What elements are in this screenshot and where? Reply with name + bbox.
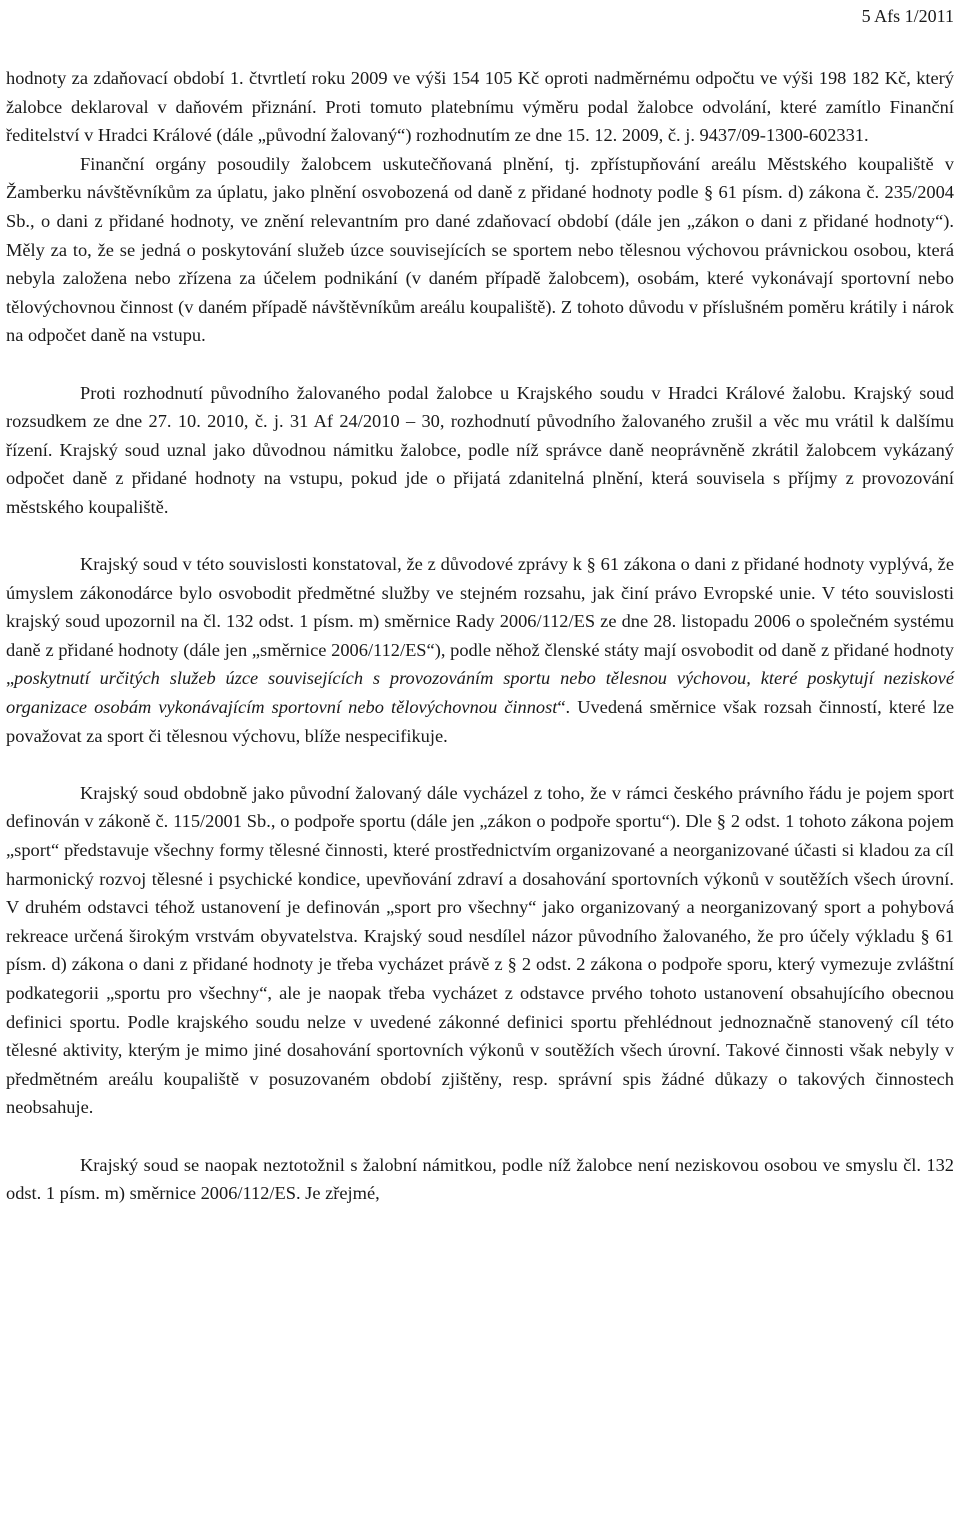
paragraph-4: [6, 550, 954, 750]
document-body: [6, 64, 954, 1208]
paragraph-3: Proti rozhodnutí původního žalovaného podal žalobce u Krajského soudu v Hradci Králové žalobu. Krajský soud rozsudkem ze dne 27. 10. 2010, č. j. 31 Af 24/2010 – 30, rozhodnutí původního žalovaného zrušil a věc mu vrátil k dalšímu řízení. Krajský soud uznal jako důvodnou námitku žalobce, podle níž správce daně neoprávněně zkrátil žalobcem vykázaný odpočet daně z přidané hodnoty na vstupu, pokud jde o přijatá zdanitelná plnění, která souvisela s příjmy z provozování městského koupaliště.: [6, 382, 954, 517]
paragraph-4-text-before: Krajský soud v této souvislosti konstatoval, že z důvodové zprávy k § 61 zákona o dani z přidané hodnoty vyplývá, že úmyslem zákonodárce bylo osvobodit předmětné služby ve stejném rozsahu, jak činí právo Evropské unie. V této souvislosti krajský soud upozornil na čl. 132 odst. 1 písm. m) směrnice Rady 2006/112/ES ze dne 28. listopadu 2006 o společném systému daně z přidané hodnoty (dále jen „směrnice 2006/112/ES“), podle něhož členské státy mají osvobodit od daně z přidané hodnoty „: [6, 554, 954, 689]
paragraph-2: Finanční orgány posoudily žalobcem uskutečňovaná plnění, tj. zpřístupňování areálu Městského koupaliště v Žamberku návštěvníkům za úplatu, jako plnění osvobozená od daně z přidané hodnoty podle § 61 písm. d) zákona č. 235/2004 Sb., o dani z přidané hodnoty, ve znění relevantním pro dané zdaňovací období (dále jen „zákon o dani z přidané hodnoty“). Měly za to, že se jedná o poskytování služeb úzce souvisejících se sportem nebo tělesnou výchovou právnickou osobou, která nebyla založena nebo zřízena za účelem podnikání (v daném případě žalobcem), osobám, které vykonávají sportovní nebo tělovýchovnou činnost (v daném případě návštěvníkům areálu koupaliště). Z tohoto důvodu v příslušném poměru krátily i nárok na odpočet daně na vstupu.: [6, 153, 954, 346]
paragraph-1: hodnoty za zdaňovací období 1. čtvrtletí roku 2009 ve výši 154 105 Kč oproti nadměrnému odpočtu ve výši 198 182 Kč, který žalobce deklaroval v daňovém přiznání. Proti tomuto platebnímu výměru podal žalobce odvolání, které zamítlo Finanční ředitelství v Hradci Králové (dále „původní žalovaný“) rozhodnutím ze dne 15. 12. 2009, č. j. 9437/09-1300-602331.: [6, 68, 954, 146]
case-number: 5 Afs 1/2011: [861, 6, 954, 26]
directive-quote: poskytnutí určitých služeb úzce souvisejících s provozováním sportu nebo tělesnou výchovou, které poskytují neziskové organizace osobám vykonávajícím sportovní nebo tělovýchovnou činnost: [6, 668, 954, 718]
paragraph-4-text-after: “. Uvedená směrnice však rozsah činností, které lze považovat za sport či tělesnou výchovu, blíže nespecifikuje.: [6, 697, 955, 746]
paragraph-5: Krajský soud obdobně jako původní žalovaný dále vycházel z toho, že v rámci českého právního řádu je pojem sport definován v zákoně č. 115/2001 Sb., o podpoře sportu (dále jen „zákon o podpoře sportu“). Dle § 2 odst. 1 tohoto zákona pojem „sport“ představuje všechny formy tělesné činnosti, které prostřednictvím organizované a neorganizované účasti si kladou za cíl harmonický rozvoj tělesné i psychické kondice, upevňování zdraví a dosahování sportovních výkonů v soutěžích všech úrovní. V druhém odstavci téhož ustanovení je definován „sport pro všechny“ jako organizovaný a neorganizovaný sport a pohybová rekreace určená širokým vrstvám obyvatelstva. Krajský soud nesdílel názor původního žalovaného, že pro účely výkladu § 61 písm. d) zákona o dani z přidané hodnoty je třeba vycházet právě z § 2 odst. 2 zákona o podpoře sporu, který vymezuje zvláštní podkategorii „sportu pro všechny“, ale je naopak třeba vycházet z odstavce prvého tohoto ustanovení obsahujícího obecnou definici sportu. Podle krajského soudu nelze v uvedené zákonné definici sportu přehlédnout jednoznačně stanovený cíl této tělesné aktivity, kterým je mimo jiné dosahování sportovních výkonů v soutěžích všech úrovní. Takové činnosti však nebyly v předmětném areálu koupaliště v posuzovaném období zjištěny, resp. správní spis žádné důkazy o takových činnostech neobsahuje.: [6, 782, 954, 1118]
paragraph-6: Krajský soud se naopak neztotožnil s žalobní námitkou, podle níž žalobce není neziskovou osobou ve smyslu čl. 132 odst. 1 písm. m) směrnice 2006/112/ES. Je zřejmé,: [6, 1154, 954, 1204]
